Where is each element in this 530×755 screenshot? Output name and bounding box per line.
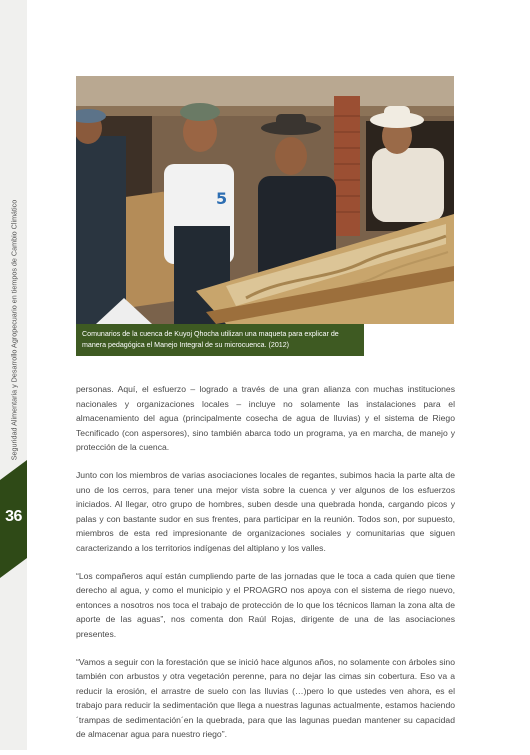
photo-caption-box (76, 324, 364, 356)
paragraph: “Vamos a seguir con la forestación que se inició hace algunos años, no solamente con árboles sino también con arbustos y otra vegetación perenne, para no dejar las cimas sin cobertura. Eso va a reducir la erosión, el arrastre de suelo con las lluvias (…)pero lo que ustedes ven ahora, es el trabajo para reducir la sedimentación que llega a nuestras lagunas actualmente, estamos haciendo ´trampas de sedimentación´en la quebrada, para que las lagunas puedan mantener su capacidad de almacenar agua para nuestro riego”. (76, 656, 455, 740)
running-side-title: Seguridad Alimentaria y Desarrollo Agropecuario en tiempos de Cambio Climático (9, 199, 19, 461)
body-text (76, 382, 455, 755)
community-photo (76, 76, 454, 324)
paragraph: Junto con los miembros de varias asociaciones locales de regantes, subimos hacia la parte alta de uno de los cerros, para tener una mejor vista sobre la cuenca y ver algunos de los esfuerzos iniciados. Al llegar, otro grupo de hombres, suben desde una quebrada honda, cargando picos y palas y con bastante sudor en sus frentes, para participar en la reunión. Todos son, por supuesto, miembros de esta red impresionante de organizaciones sociales y comunitarias que siguen caracterizando a los territorios indígenas del altiplano y los valles. (76, 469, 455, 553)
page-number: 36 (5, 508, 22, 525)
svg-text:5: 5 (216, 189, 228, 208)
paragraph: “Los compañeros aquí están cumpliendo parte de las jornadas que le toca a cada quien que tiene derecho al agua, y como el municipio y el PROAGRO nos apoya con el sistema de riego nuevo, entonces a nosotros nos toca el trabajo de protección de lo que los técnicos llaman la zona alta de aporte de las aguas”, nos comenta don Raúl Rojas, dirigente de una de las asociaciones presentes. (76, 570, 455, 639)
paragraph: personas. Aquí, el esfuerzo – logrado a través de una gran alianza con muchas instituciones nacionales y organizaciones locales – incluye no solamente las instalaciones para el almacenamiento del agua (principalmente cosecha de agua de lluvias) y el sistema de Riego Tecnificado (con aspersores), sino también abarca todo un programa, ya en marcha, de manejo y protección de la cuenca. (76, 384, 455, 453)
photo-caption: Comunarios de la cuenca de Kuyoj Qhocha utilizan una maqueta para explicar de manera pedagógica el Manejo Integral de su microcuenca. (2012) (82, 330, 339, 349)
